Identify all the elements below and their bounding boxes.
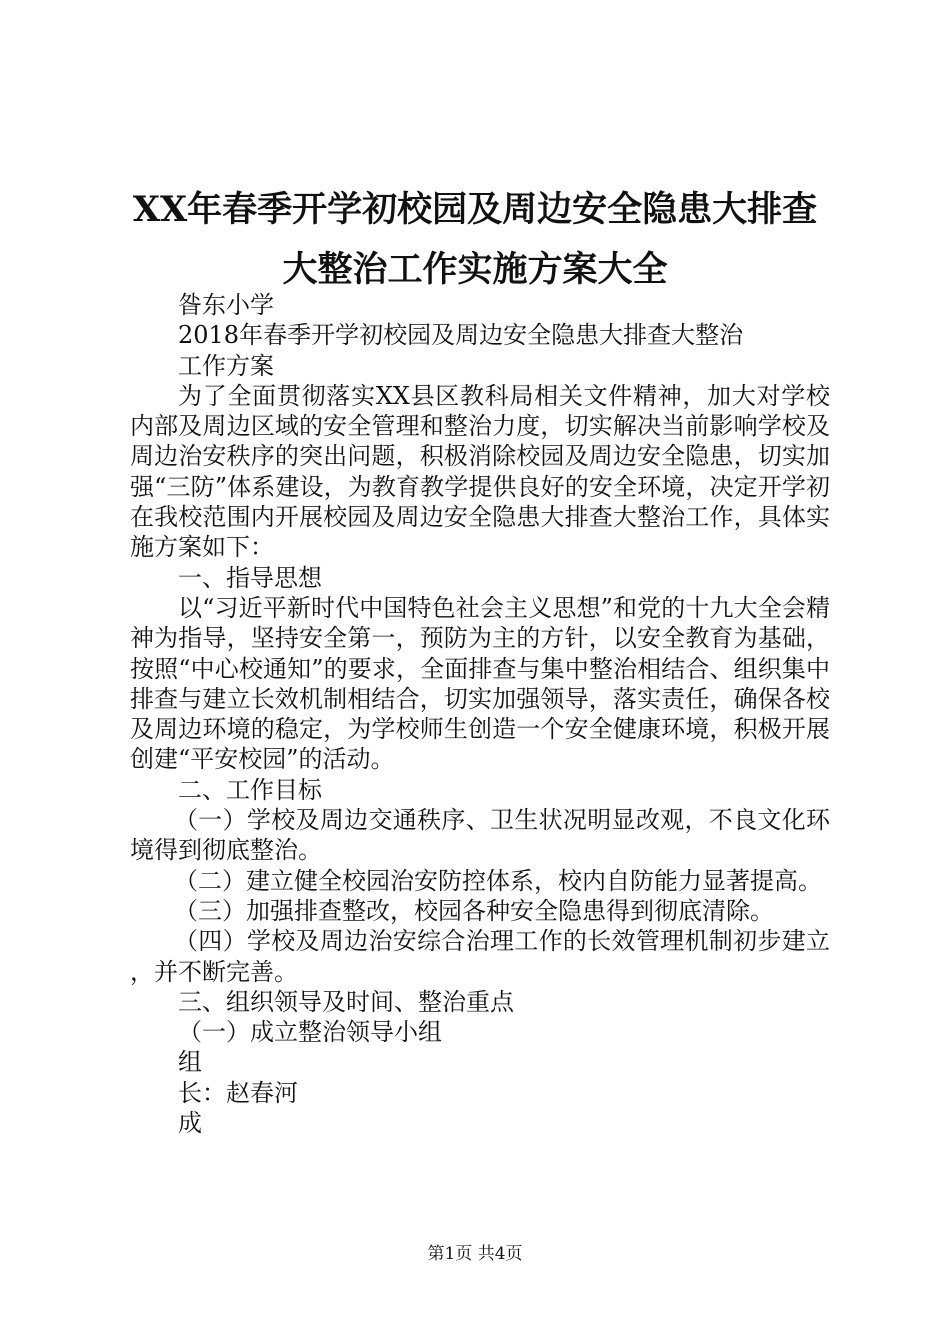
intro-paragraph: 为了全面贯彻落实XX县区教科局相关文件精神，加大对学校内部及周边区域的安全管理和整治力度，切实解决当前影响学校及周边治安秩序的突出问题，积极消除校园及周边安全隐患，切实加强“三防”体系建设，为教育教学提供良好的安全环境，决定开学初在我校范围内开展校园及周边安全隐患大排查大整治工作，具体实施方案如下： [130,381,830,562]
goal-item-2: （二）建立健全校园治安防控体系，校内自防能力显著提高。 [174,866,822,895]
guiding-paragraph: 以“习近平新时代中国特色社会主义思想”和党的十九大全会精神为指导，坚持安全第一，预防为主的方针，以安全教育为基础，按照“中心校通知”的要求，全面排查与集中整治相结合、组织集中排查与建立长效机制相结合，切实加强领导，落实责任，确保各校及周边环境的稳定，为学校师生创造一个安全健康环境，积极开展创建“平安校园”的活动。 [130,593,830,774]
group-member-label: 成 [178,1109,202,1138]
goal-item-3: （三）加强排查整改，校园各种安全隐患得到彻底清除。 [174,896,774,925]
plan-title: 2018年春季开学初校园及周边安全隐患大排查大整治 [178,321,744,350]
goal-item-4: （四）学校及周边治安综合治理工作的长效管理机制初步建立，并不断完善。 [130,927,830,986]
section-heading-2: 二、工作目标 [178,775,322,804]
section-heading-1: 一、指导思想 [178,563,322,592]
group-leader: 长：赵春河 [178,1078,298,1107]
goal-item-1: （一）学校及周边交通秩序、卫生状况明显改观，不良文化环境得到彻底整治。 [130,806,830,865]
document-title-line-1: XX年春季开学初校园及周边安全隐患大排查 [132,189,818,230]
document-body [130,290,830,1138]
plan-title-cont: 工作方案 [178,351,274,380]
section-heading-3: 三、组织领导及时间、整治重点 [178,987,514,1016]
subsection-heading: （一）成立整治领导小组 [178,1018,442,1047]
school-name: 昝东小学 [178,291,274,319]
page-footer: 第1页 共4页 [427,1244,523,1264]
group-label: 组 [178,1048,202,1077]
document-title-line-2: 大整治工作实施方案大全 [282,249,668,290]
